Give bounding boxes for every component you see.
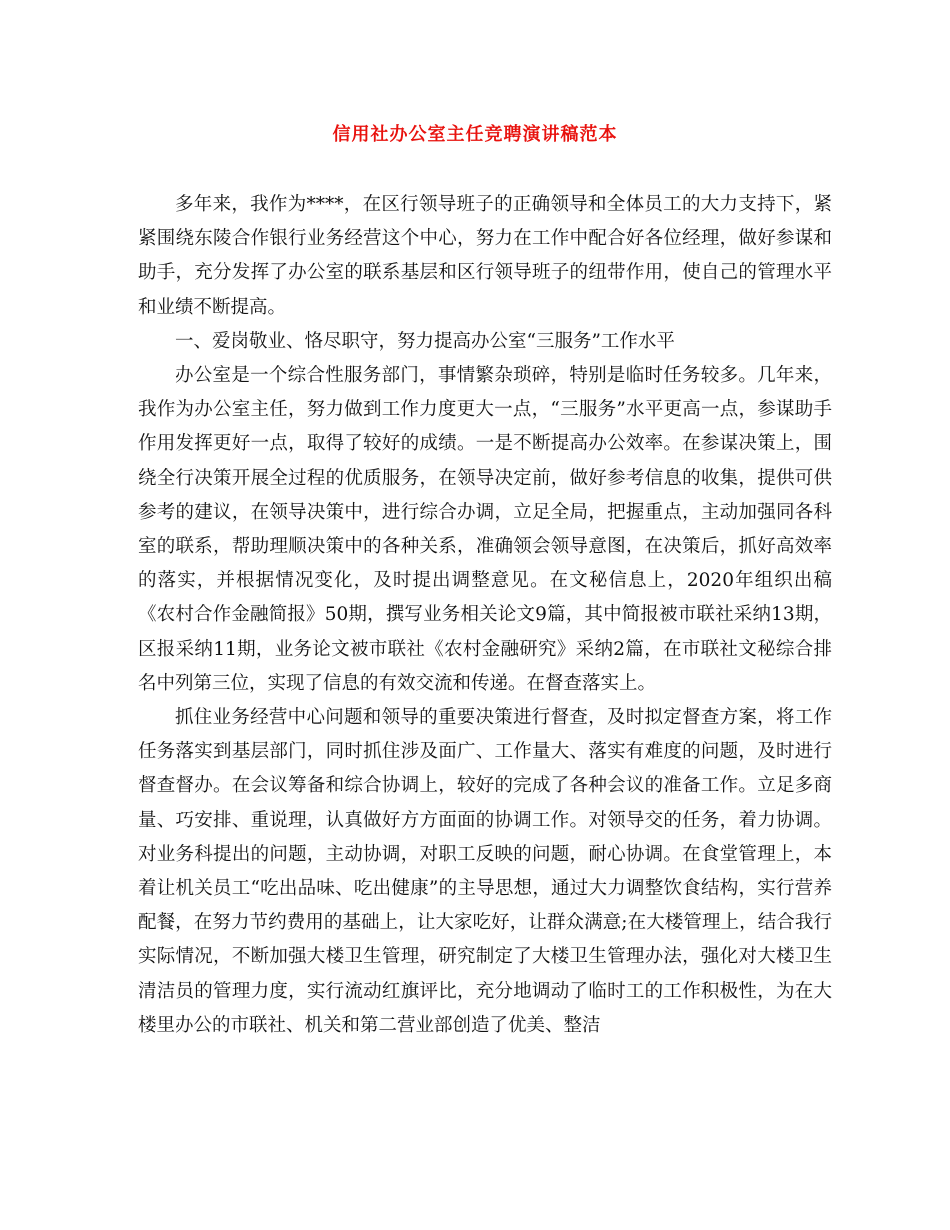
paragraph-supervision: 抓住业务经营中心问题和领导的重要决策进行督查，及时拟定督查方案，将工作任务落实到基层部门，同时抓住涉及面广、工作量大、落实有难度的问题，及时进行督查督办。在会议筹备和综合协调上，较好的完成了各种会议的准备工作。立足多商量、巧安排、重说理，认真做好方方面面的协调工作。对领导交的任务，着力协调。对业务科提出的问题，主动协调，对职工反映的问题，耐心协调。在食堂管理上，本着让机关员工“吃出品味、吃出健康”的主导思想，通过大力调整饮食结构，实行营养配餐，在努力节约费用的基础上，让大家吃好，让群众满意;在大楼管理上，结合我行实际情况，不断加强大楼卫生管理，研究制定了大楼卫生管理办法，强化对大楼卫生清洁员的管理力度，实行流动红旗评比，充分地调动了临时工的工作积极性，为在大楼里办公的市联社、机关和第二营业部创造了优美、整洁 — [138, 707, 832, 1036]
paragraph-intro: 多年来，我作为****，在区行领导班子的正确领导和全体员工的大力支持下，紧紧围绕东陵合作银行业务经营这个中心，努力在工作中配合好各位经理，做好参谋和助手，充分发挥了办公室的联系基层和区行领导班子的纽带作用，使自己的管理水平和业绩不断提高。 — [138, 194, 832, 318]
section-heading-1: 一、爱岗敬业、恪尽职守，努力提高办公室“三服务”工作水平 — [175, 330, 675, 352]
document-title: 信用社办公室主任竞聘演讲稿范本 — [332, 124, 618, 145]
document-body — [138, 188, 832, 1043]
paragraph-office-work: 办公室是一个综合性服务部门，事情繁杂琐碎，特别是临时任务较多。几年来，我作为办公室主任，努力做到工作力度更大一点，“三服务”水平更高一点，参谋助手作用发挥更好一点，取得了较好的成绩。一是不断提高办公效率。在参谋决策上，围绕全行决策开展全过程的优质服务，在领导决定前，做好参考信息的收集，提供可供参考的建议，在领导决策中，进行综合办调，立足全局，把握重点，主动加强同各科室的联系，帮助理顺决策中的各种关系，准确领会领导意图，在决策后，抓好高效率的落实，并根据情况变化，及时提出调整意见。在文秘信息上，2020年组织出稿《农村合作金融简报》50期，撰写业务相关论文9篇，其中简报被市联社采纳13期，区报采纳11期，业务论文被市联社《农村金融研究》采纳2篇，在市联社文秘综合排名中列第三位，实现了信息的有效交流和传递。在督查落实上。 — [138, 365, 832, 694]
